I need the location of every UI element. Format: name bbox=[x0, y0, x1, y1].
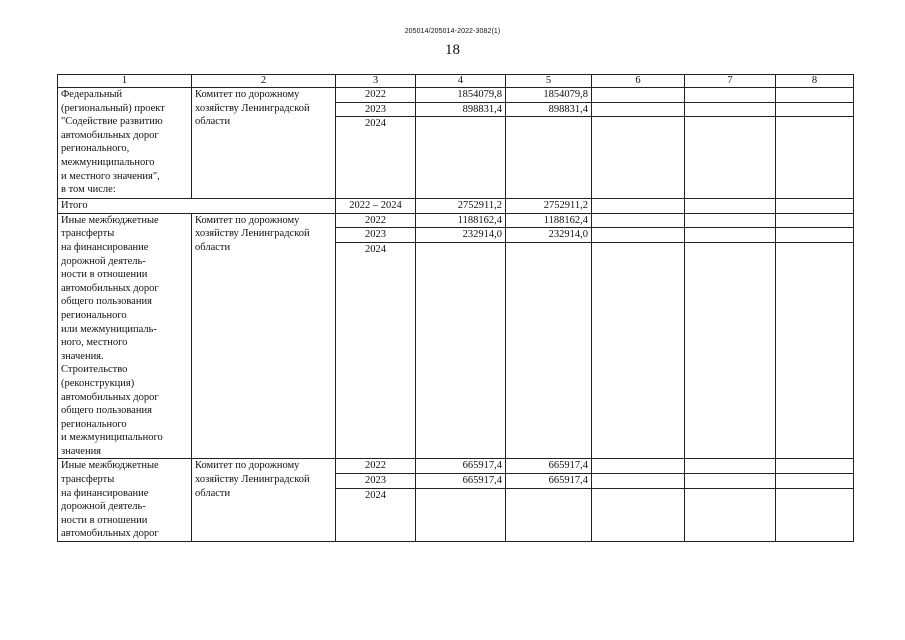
empty-cell bbox=[592, 459, 685, 474]
empty-cell bbox=[685, 488, 776, 541]
empty-cell bbox=[776, 199, 854, 214]
value-cell: 665917,4 bbox=[506, 459, 592, 474]
value-cell bbox=[506, 117, 592, 199]
column-number: 5 bbox=[506, 75, 592, 88]
program-name-cell: Иные межбюджетные трансферты на финансирование дорожной деятель- ности в отношении автомобильных дорог bbox=[58, 459, 192, 542]
empty-cell bbox=[592, 242, 685, 459]
empty-cell bbox=[776, 117, 854, 199]
empty-cell bbox=[592, 488, 685, 541]
column-number: 8 bbox=[776, 75, 854, 88]
empty-cell bbox=[592, 117, 685, 199]
empty-cell bbox=[776, 242, 854, 459]
table-row bbox=[58, 88, 854, 103]
empty-cell bbox=[592, 213, 685, 228]
column-number: 3 bbox=[336, 75, 416, 88]
total-year-range: 2022 – 2024 bbox=[336, 199, 416, 214]
empty-cell bbox=[685, 102, 776, 117]
table-row bbox=[58, 459, 854, 474]
page-number: 18 bbox=[445, 42, 460, 58]
value-cell bbox=[416, 488, 506, 541]
empty-cell bbox=[685, 242, 776, 459]
value-cell: 1854079,8 bbox=[416, 88, 506, 103]
value-cell: 898831,4 bbox=[506, 102, 592, 117]
column-number: 6 bbox=[592, 75, 685, 88]
empty-cell bbox=[592, 102, 685, 117]
value-cell: 232914,0 bbox=[506, 228, 592, 243]
column-number: 7 bbox=[685, 75, 776, 88]
year-cell: 2023 bbox=[336, 228, 416, 243]
column-number-row bbox=[58, 75, 854, 88]
empty-cell bbox=[776, 228, 854, 243]
total-value: 2752911,2 bbox=[506, 199, 592, 214]
value-cell: 898831,4 bbox=[416, 102, 506, 117]
program-name-cell: Иные межбюджетные трансферты на финансирование дорожной деятель- ности в отношении автомобильных дорог общего пользования регионального или межмуниципаль- ного, местного значения. Строительство (реконструкция) автомобильных дорог общего пользования регионального и межмуниципального значения bbox=[58, 213, 192, 459]
executor-cell: Комитет по дорожному хозяйству Ленинградской области bbox=[192, 88, 336, 199]
empty-cell bbox=[592, 474, 685, 489]
empty-cell bbox=[776, 213, 854, 228]
value-cell: 665917,4 bbox=[506, 474, 592, 489]
year-cell: 2023 bbox=[336, 474, 416, 489]
empty-cell bbox=[685, 228, 776, 243]
year-cell: 2024 bbox=[336, 117, 416, 199]
value-cell: 1188162,4 bbox=[506, 213, 592, 228]
empty-cell bbox=[685, 117, 776, 199]
executor-cell: Комитет по дорожному хозяйству Ленинградской области bbox=[192, 213, 336, 459]
value-cell bbox=[416, 117, 506, 199]
value-cell: 1188162,4 bbox=[416, 213, 506, 228]
empty-cell bbox=[685, 88, 776, 103]
executor-cell: Комитет по дорожному хозяйству Ленинградской области bbox=[192, 459, 336, 542]
program-name-cell: Федеральный (региональный) проект "Содействие развитию автомобильных дорог регионального, межмуниципального и местного значения", в том числе: bbox=[58, 88, 192, 199]
value-cell bbox=[506, 488, 592, 541]
year-cell: 2023 bbox=[336, 102, 416, 117]
empty-cell bbox=[776, 459, 854, 474]
total-row bbox=[58, 199, 854, 214]
value-cell: 232914,0 bbox=[416, 228, 506, 243]
year-cell: 2022 bbox=[336, 459, 416, 474]
empty-cell bbox=[592, 199, 685, 214]
empty-cell bbox=[776, 102, 854, 117]
value-cell: 1854079,8 bbox=[506, 88, 592, 103]
value-cell: 665917,4 bbox=[416, 474, 506, 489]
column-number: 4 bbox=[416, 75, 506, 88]
value-cell bbox=[416, 242, 506, 459]
empty-cell bbox=[592, 228, 685, 243]
total-value: 2752911,2 bbox=[416, 199, 506, 214]
empty-cell bbox=[685, 459, 776, 474]
year-cell: 2024 bbox=[336, 242, 416, 459]
year-cell: 2022 bbox=[336, 213, 416, 228]
empty-cell bbox=[592, 88, 685, 103]
empty-cell bbox=[776, 488, 854, 541]
empty-cell bbox=[776, 474, 854, 489]
year-cell: 2024 bbox=[336, 488, 416, 541]
total-label: Итого bbox=[58, 199, 336, 214]
column-number: 2 bbox=[192, 75, 336, 88]
year-cell: 2022 bbox=[336, 88, 416, 103]
empty-cell bbox=[685, 213, 776, 228]
budget-table bbox=[57, 74, 854, 542]
value-cell bbox=[506, 242, 592, 459]
value-cell: 665917,4 bbox=[416, 459, 506, 474]
column-number: 1 bbox=[58, 75, 192, 88]
empty-cell bbox=[685, 199, 776, 214]
document-id: 205014/205014-2022-3082(1) bbox=[404, 28, 501, 35]
empty-cell bbox=[776, 88, 854, 103]
empty-cell bbox=[685, 474, 776, 489]
table-row bbox=[58, 213, 854, 228]
